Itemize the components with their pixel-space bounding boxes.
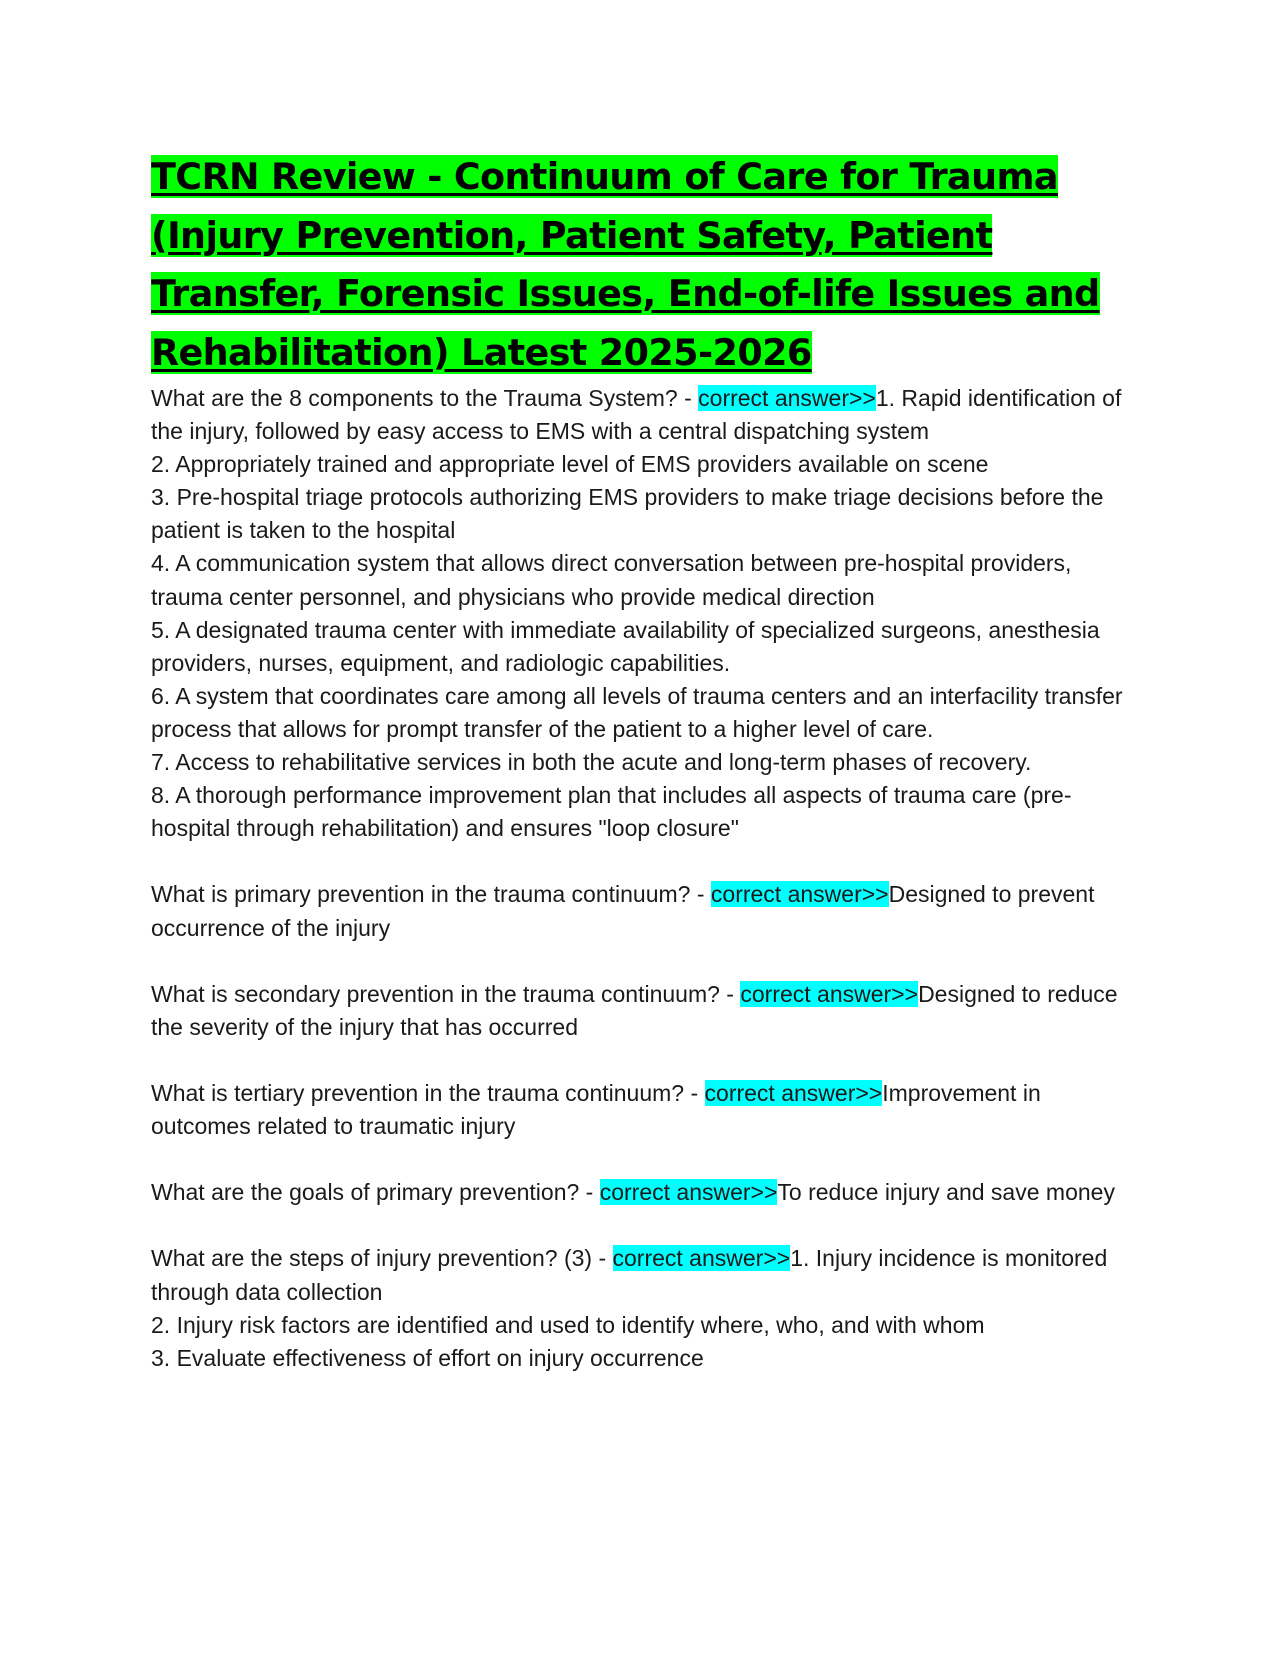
qa-item [151,1242,1141,1374]
answer-line: 2. Appropriately trained and appropriate level of EMS providers available on scene [151,451,989,478]
answer-text: Designed to reduce the severity of the injury that has occurred [151,980,1118,1040]
answer-line: 8. A thorough performance improvement plan that includes all aspects of trauma care (pre-hospital through rehabilitation) and ensures "loop closure" [151,782,1072,842]
answer-text: Improvement in outcomes related to traumatic injury [151,1079,1041,1140]
qa-item [151,1077,1141,1143]
question-text: What is tertiary prevention in the trauma continuum? - [151,1079,705,1106]
answer-text: Designed to prevent occurrence of the injury [151,881,1095,941]
qa-list [151,382,1141,1375]
answer-line: 6. A system that coordinates care among all levels of trauma centers and an interfacility transfer process that allows for prompt transfer of the patient to a higher level of care. [151,682,1123,742]
qa-item [151,382,1141,845]
answer-line: 3. Pre-hospital triage protocols authorizing EMS providers to make triage decisions before the patient is taken to the hospital [151,484,1104,544]
answer-text: To reduce injury and save money [777,1179,1115,1206]
answer-line: 5. A designated trauma center with immediate availability of specialized surgeons, anesthesia providers, nurses, equipment, and radiologic capabilities. [151,616,1100,676]
question-text: What is primary prevention in the trauma continuum? - [151,881,711,908]
qa-item [151,1176,1141,1209]
answer-marker: correct answer>> [704,1079,883,1106]
qa-item [151,878,1141,944]
answer-line: 2. Injury risk factors are identified and used to identify where, who, and with whom [151,1311,985,1338]
answer-marker: correct answer>> [612,1245,791,1272]
document-title [151,148,1141,382]
answer-text: 1. Injury incidence is monitored through data collection [151,1245,1108,1305]
answer-line: 7. Access to rehabilitative services in both the acute and long-term phases of recovery. [151,749,1032,776]
question-text: What is secondary prevention in the trauma continuum? - [151,980,741,1007]
qa-item [151,978,1141,1044]
title-highlight: TCRN Review - Continuum of Care for Trauma (Injury Prevention, Patient Safety, Patient Transfer, Forensic Issues, End-of-life Issues and Rehabilitation) Latest 2025-2026 [151,155,1100,374]
answer-marker: correct answer>> [740,980,919,1007]
answer-marker: correct answer>> [599,1179,778,1206]
answer-marker: correct answer>> [698,385,876,411]
answer-marker: correct answer>> [710,881,889,908]
question-text: What are the 8 components to the Trauma System? - [151,385,699,411]
answer-line: 3. Evaluate effectiveness of effort on injury occurrence [151,1344,704,1371]
answer-text: 1. Rapid identification of the injury, followed by easy access to EMS with a central dispatching system [151,385,1122,445]
answer-line: 4. A communication system that allows direct conversation between pre-hospital providers, trauma center personnel, and physicians who provide medical direction [151,550,1072,610]
question-text: What are the goals of primary prevention? - [151,1179,600,1206]
document-content [151,148,1141,1375]
question-text: What are the steps of injury prevention? (3) - [151,1245,613,1272]
